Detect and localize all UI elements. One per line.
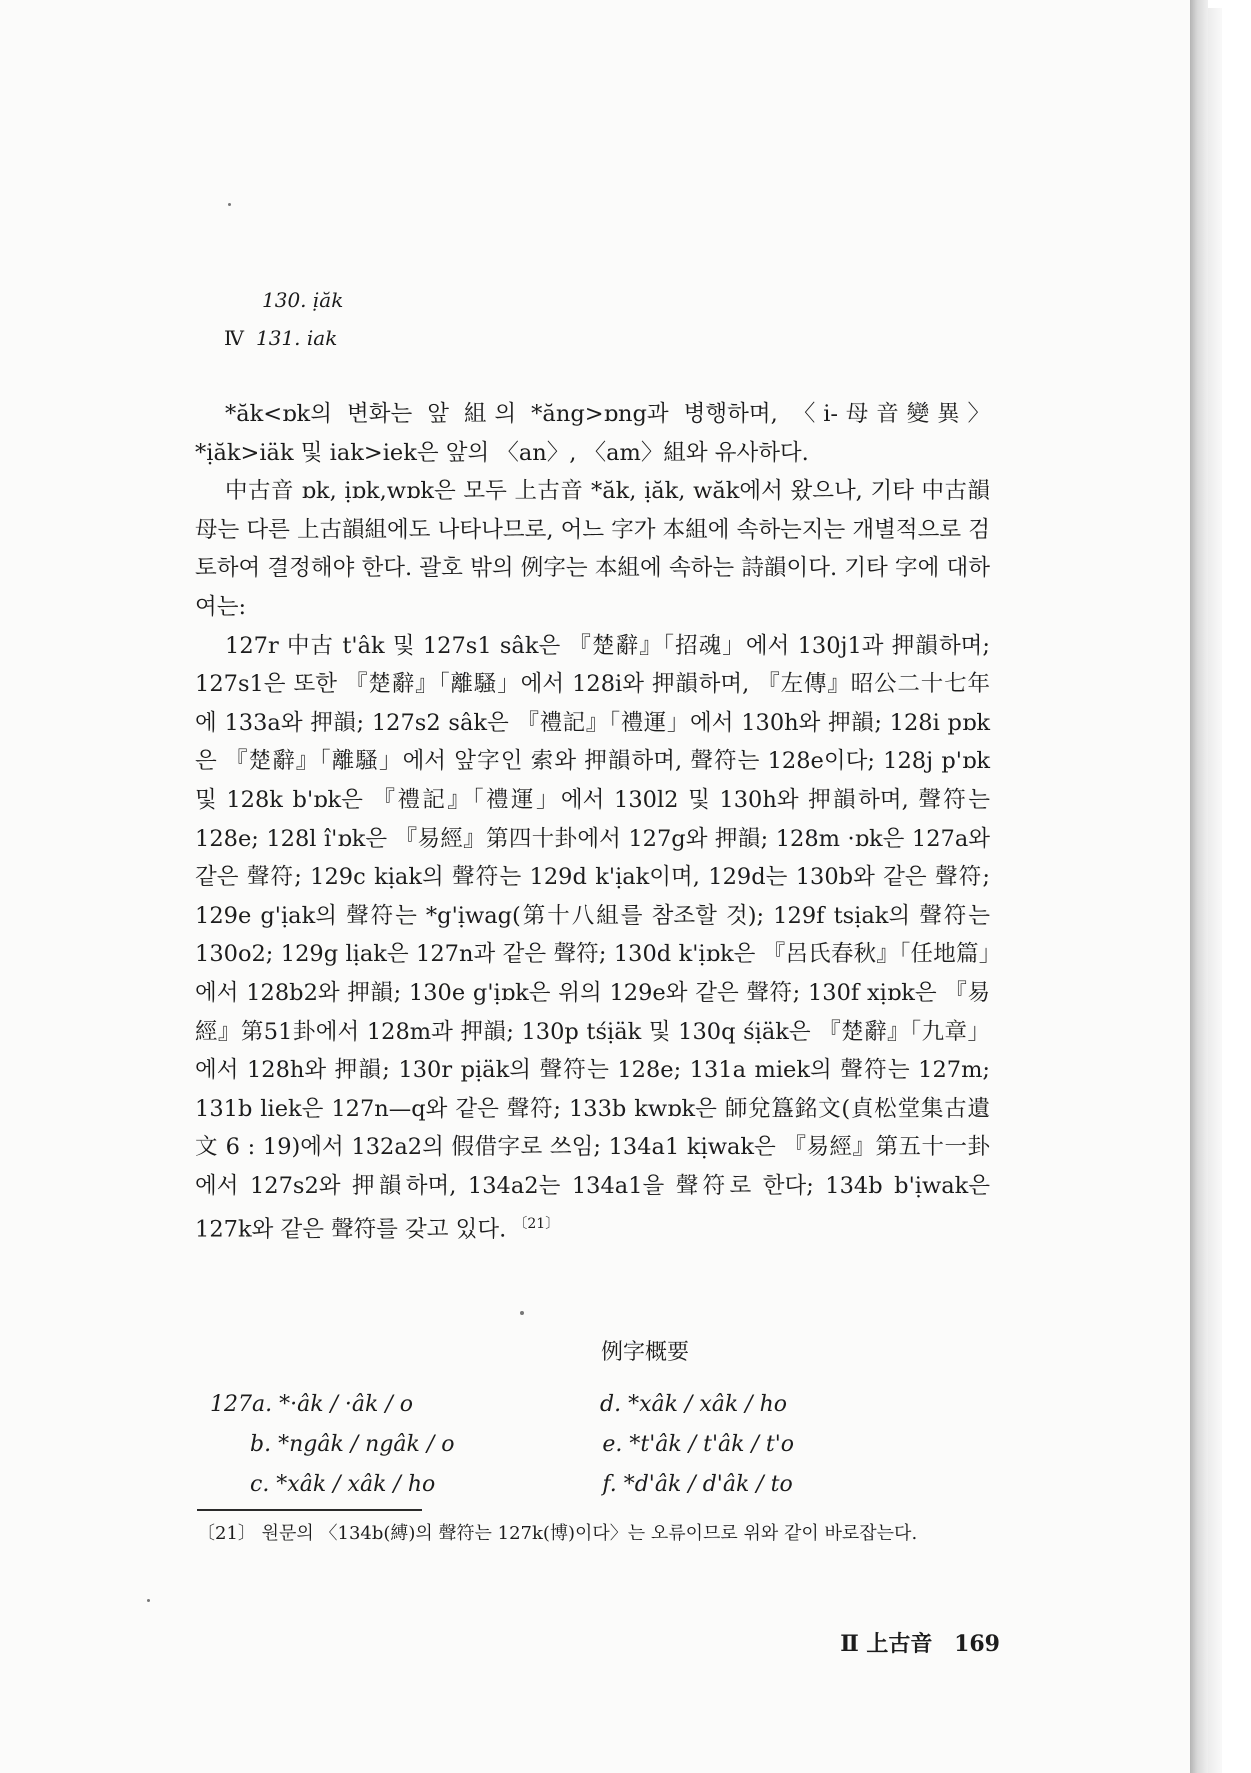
speck	[147, 1599, 150, 1602]
paragraph-2: 中古音 ɒk, ịɒk,wɒk은 모두 上古音 *ăk, ịăk, wăk에서 왔으나, 기타 中古韻母는 다른 上古韻組에도 나타나므로, 어느 字가 本組에 속하는지는 개별적으로 검토하여 결정해야 한다. 괄호 밖의 例字는 本組에 속하는 詩韻이다. 기타 字에 대하여는:	[195, 478, 990, 620]
speck	[228, 203, 231, 206]
heading-130: 130. ịăk	[262, 288, 344, 312]
example-left: 127a. *·âk / ·âk / o	[210, 1392, 414, 1417]
heading-131-text: 131. iak	[255, 326, 338, 350]
footnote-ref: 〔21〕	[513, 1216, 560, 1233]
footer-section: Ⅱ 上古音	[840, 1631, 933, 1657]
example-list	[210, 1385, 990, 1505]
paragraph-3	[195, 627, 990, 1250]
footnote-rule	[197, 1509, 422, 1511]
footnote: 〔21〕 원문의 〈134b(縛)의 聲符는 127k(博)이다〉는 오류이므로 위와 같이 바로잡는다.	[197, 1523, 918, 1544]
page-number: 169	[954, 1631, 1000, 1657]
page-edge-back	[1208, 8, 1222, 1773]
example-row	[210, 1385, 990, 1425]
heading-131-numeral: Ⅳ	[224, 326, 244, 350]
page-edge-shadow	[1190, 0, 1208, 1773]
heading-131	[224, 326, 337, 350]
example-right: d. *xâk / xâk / ho	[600, 1392, 787, 1417]
example-right: f. *d'âk / d'âk / to	[602, 1472, 793, 1497]
example-left: c. *xâk / xâk / ho	[250, 1472, 436, 1497]
example-row	[210, 1425, 990, 1465]
page-footer	[800, 1627, 1000, 1658]
center-dot	[520, 1311, 524, 1315]
section-title: 例字概要	[600, 1340, 689, 1365]
example-row	[210, 1465, 990, 1505]
example-left: b. *ngâk / ngâk / o	[250, 1432, 455, 1457]
body-text	[195, 395, 990, 1250]
example-right: e. *t'âk / t'âk / t'o	[602, 1432, 794, 1457]
paragraph-3-text: 127r 中古 t'âk 및 127s1 sâk은 『楚辭』「招魂」에서 130j1과 押韻하며; 127s1은 또한 『楚辭』「離騷」에서 128i와 押韻하며, 『左傳』昭公二十七年에 133a와 押韻; 127s2 sâk은 『禮記』「禮運」에서 130h와 押韻; 128i pɒk은 『楚辭』「離騷」에서 앞字인 索와 押韻하며, 聲符는 128e이다; 128j p'ɒk 및 128k b'ɒk은 『禮記』「禮運」에서 130l2 및 130h와 押韻하며, 聲符는 128e; 128l î'ɒk은 『易經』第四十卦에서 127g와 押韻; 128m ·ɒk은 127a와 같은 聲符; 129c kịak의 聲符는 129d k'ịak이며, 129d는 130b와 같은 聲符; 129e g'ịak의 聲符는 *g'ịwag(第十八組를 참조할 것); 129f tsịak의 聲符는 130o2; 129g lịak은 127n과 같은 聲符; 130d k'ịɒk은 『呂氏春秋』「任地篇」에서 128b2와 押韻; 130e g'ịɒk은 위의 129e와 같은 聲符; 130f xịɒk은 『易經』第51卦에서 128m과 押韻; 130p tśịäk 및 130q śịäk은 『楚辭』「九章」에서 128h와 押韻; 130r pịäk의 聲符는 128e; 131a miek의 聲符는 127m; 131b liek은 127n—q와 같은 聲符; 133b kwɒk은 師兌簋銘文(貞松堂集古遺文 6 : 19)에서 132a2의 假借字로 쓰임; 134a1 kịwak은 『易經』第五十一卦에서 127s2와 押韻하며, 134a2는 134a1을 聲符로 한다; 134b b'ịwak은 127k와 같은 聲符를 갖고 있다.	[195, 632, 990, 1243]
paragraph-1: *ăk<ɒk의 변화는 앞 組의 *ăng>ɒng과 병행하며, 〈i-母音變異〉 *ịăk>iäk 및 iak>iek은 앞의 〈an〉, 〈am〉組와 유사하다.	[195, 401, 990, 466]
